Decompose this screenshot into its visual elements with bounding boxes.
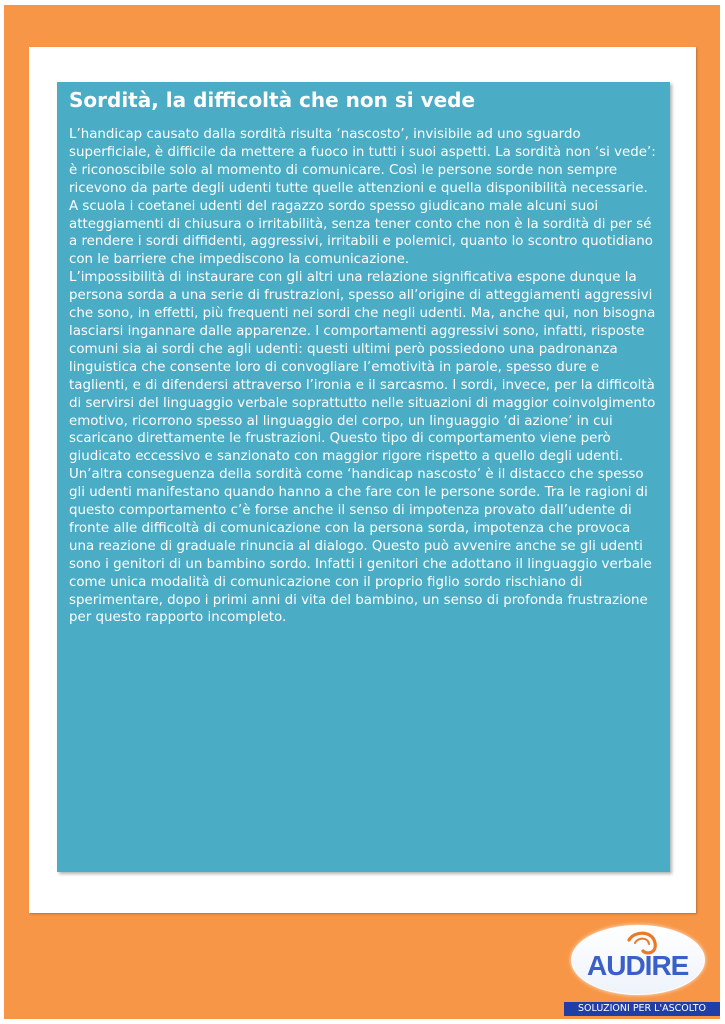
article-paragraph-1: L’handicap causato dalla sordità risulta ‘nascosto’, invisibile ad uno sguardo superficiale, è difficile da mettere a fuoco in tutti i suoi aspetti. La sordità non ‘si vede’: è riconoscibile solo al momento di comunicare. Così le persone sorde non sempre ricevono da parte degli udenti tutte quelle attenzioni e quella disponibilità necessarie. A scuola i coetanei udenti del ragazzo sordo spesso giudicano male alcuni suoi atteggiamenti di chiusura o irritabilità, senza tener conto che non è la sordità di per sé a rendere i sordi diffidenti, aggressivi, irritabili e polemici, quanto lo scontro quotidiano con le barriere che impediscono la comunicazione. [69, 127, 656, 268]
article-paragraph-2: L’impossibilità di instaurare con gli altri una relazione significativa espone dunque la persona sorda a una serie di frustrazioni, spesso all’origine di atteggiamenti aggressivi che sono, in effetti, più frequenti nei sordi che negli udenti. Ma, anche qui, non bisogna lasciarsi ingannare dalle apparenze. I comportamenti aggressivi sono, infatti, risposte comuni sia ai sordi che agli udenti: questi ultimi però possiedono una padronanza linguistica che consente loro di convogliare l’emotività in parole, spesso dure e taglienti, e di difendersi attraverso l’ironia e il sarcasmo. I sordi, invece, per la difficoltà di servirsi del linguaggio verbale soprattutto nelle situazioni di maggior coinvolgimento emotivo, ricorrono spesso al linguaggio del corpo, un linguaggio ‘di azione’ in cui scaricano direttamente le frustrazioni. Questo tipo di comportamento viene però giudicato eccessivo e sanzionato con maggior rigore rispetto a quello degli udenti. [69, 270, 656, 465]
article-box [57, 82, 670, 872]
audire-logo [564, 920, 720, 1018]
article-title: Sordità, la difficoltà che non si vede [69, 88, 476, 112]
article-body [69, 126, 658, 627]
logo-brand-text: AUDIRE [587, 950, 689, 981]
audire-logo-mark [571, 925, 705, 995]
logo-tagline: SOLUZIONI PER L'ASCOLTO [564, 1002, 720, 1016]
article-paragraph-3: Un’altra conseguenza della sordità come ‘handicap nascosto’ è il distacco che spesso gli udenti manifestano quando hanno a che fare con le persone sorde. Tra le ragioni di questo comportamento c’è forse anche il senso di impotenza provato dall’udente di fronte alle difficoltà di comunicazione con la persona sorda, impotenza che provoca una reazione di graduale rinuncia al dialogo. Questo può avvenire anche se gli udenti sono i genitori di un bambino sordo. Infatti i genitori che adottano il linguaggio verbale come unica modalità di comunicazione con il proprio figlio sordo rischiano di sperimentare, dopo i primi anni di vita del bambino, un senso di profonda frustrazione per questo rapporto incompleto. [69, 467, 652, 626]
